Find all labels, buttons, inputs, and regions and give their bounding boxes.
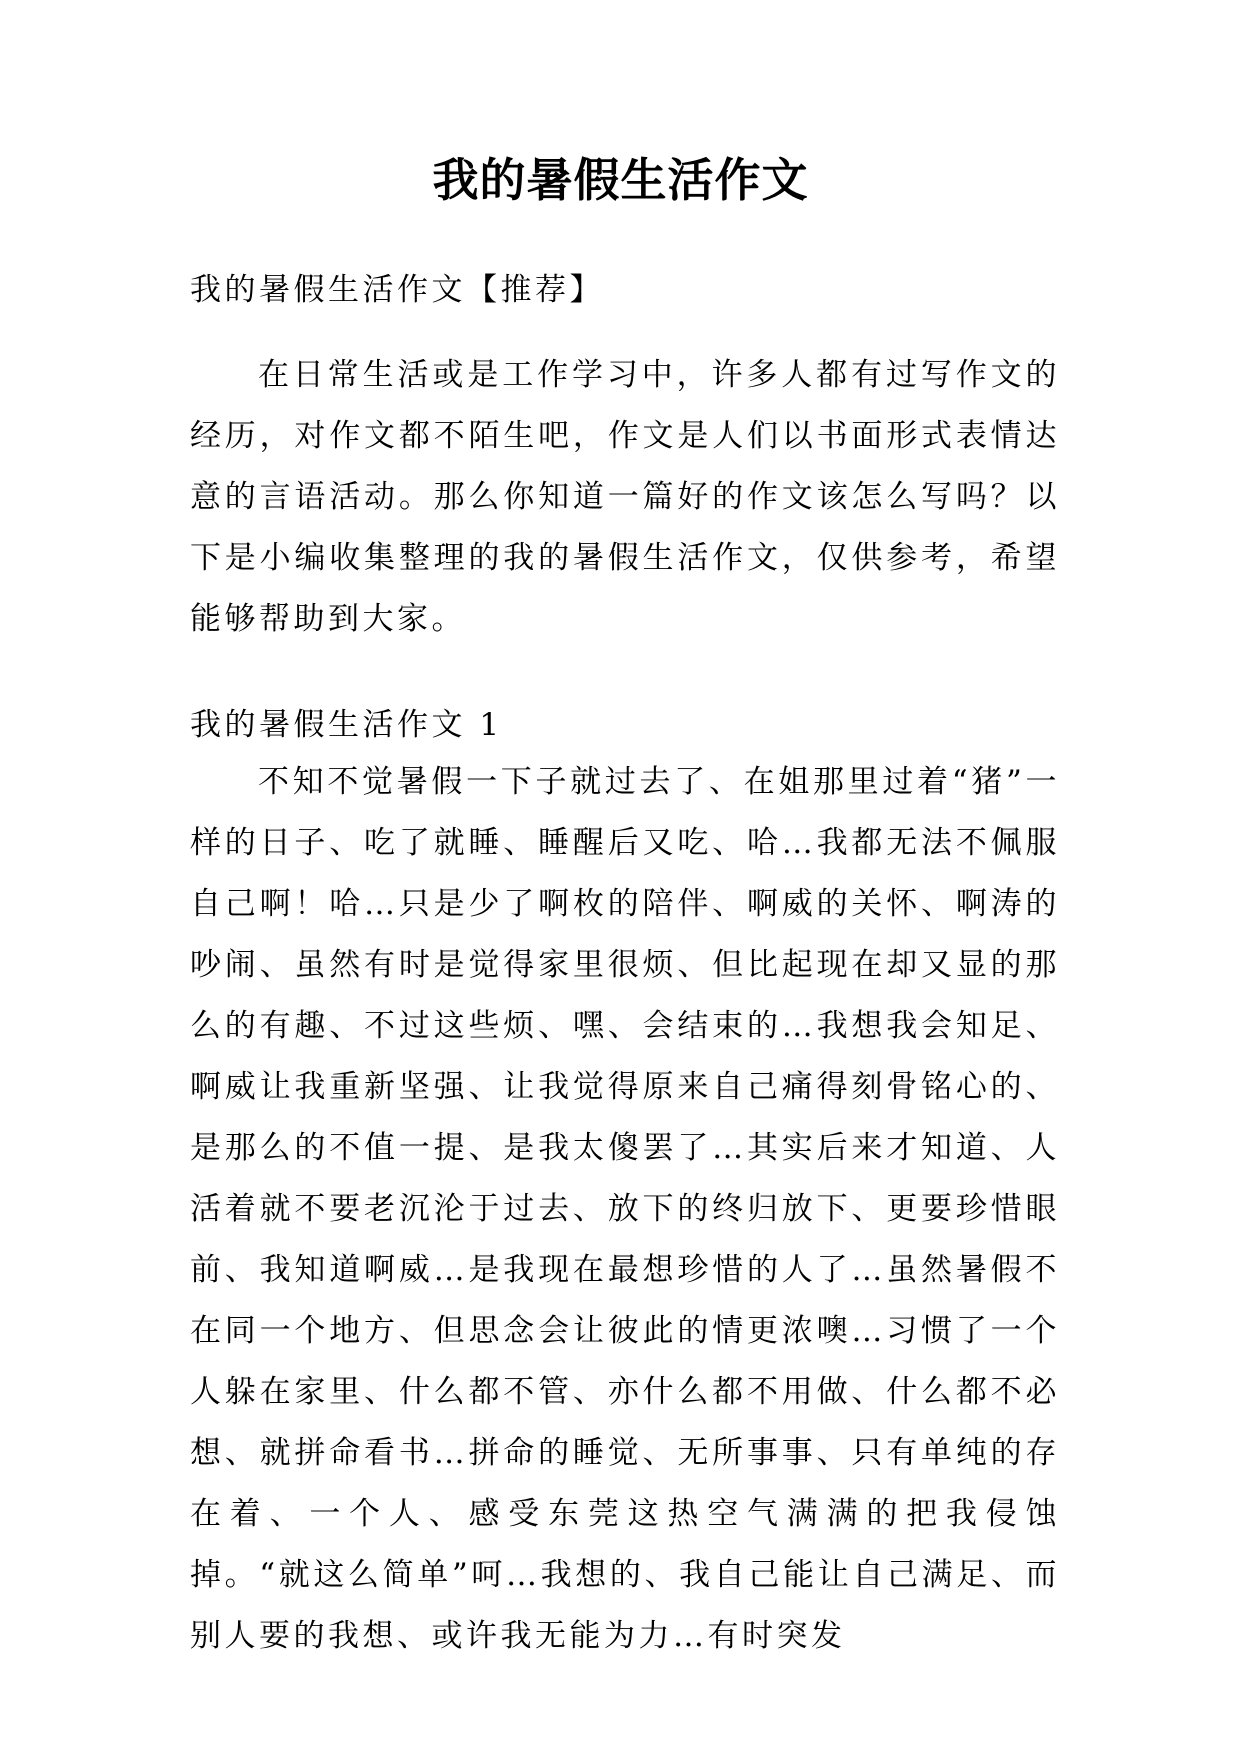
intro-paragraph: 在日常生活或是工作学习中，许多人都有过写作文的经历，对作文都不陌生吧，作文是人们以书面形式表情达意的言语活动。那么你知道一篇好的作文该怎么写吗？以下是小编收集整理的我的暑假生活作文，仅供参考，希望能够帮助到大家。 xyxy=(190,357,1060,637)
document-subtitle: 我的暑假生活作文【推荐】 xyxy=(190,272,604,308)
document-title: 我的暑假生活作文 xyxy=(432,153,809,207)
section-paragraph: 不知不觉暑假一下子就过去了、在姐那里过着“猪”一样的日子、吃了就睡、睡醒后又吃、哈…我都无法不佩服自己啊！哈…只是少了啊枚的陪伴、啊威的关怀、啊涛的吵闹、虽然有时是觉得家里很烦、但比起现在却又显的那么的有趣、不过这些烦、嘿、会结束的…我想我会知足、啊威让我重新坚强、让我觉得原来自己痛得刻骨铭心的、是那么的不值一提、是我太傻罢了…其实后来才知道、人活着就不要老沉沦于过去、放下的终归放下、更要珍惜眼前、我知道啊威…是我现在最想珍惜的人了…虽然暑假不在同一个地方、但思念会让彼此的情更浓噢…习惯了一个人躲在家里、什么都不管、亦什么都不用做、什么都不必想、就拼命看书…拼命的睡觉、无所事事、只有单纯的存在着、一个人、感受东莞这热空气满满的把我侵蚀掉。“就这么简单”呵…我想的、我自己能让自己满足、而别人要的我想、或许我无能为力…有时突发 xyxy=(190,764,1060,1654)
section-heading: 我的暑假生活作文 1 xyxy=(190,707,503,743)
